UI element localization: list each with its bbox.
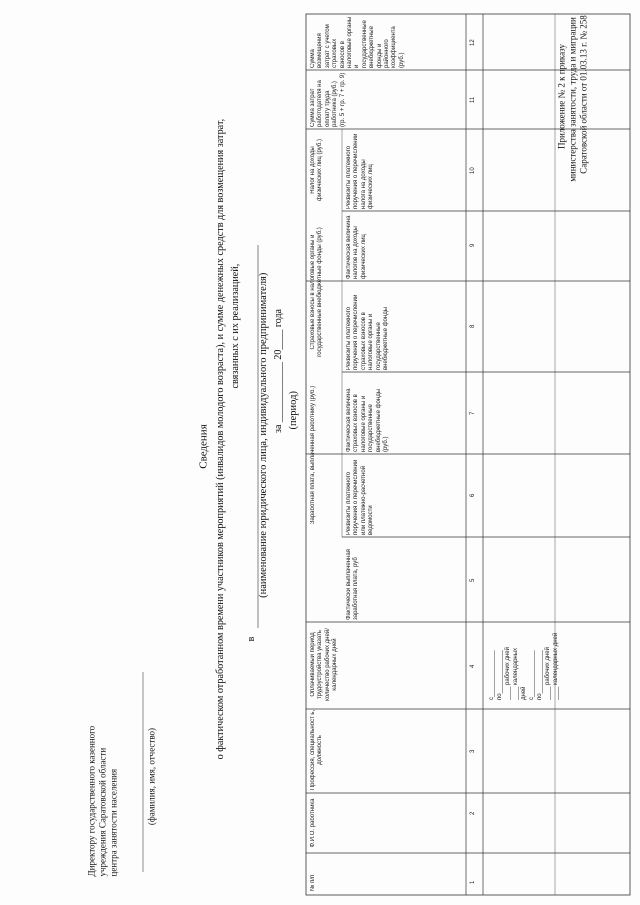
group-header-tax: Налог на доходы физических лиц (руб.): [310, 139, 324, 201]
col-header-11: Сумма затрат работодателя на оплату труда работника (руб.) (гр. 5 + гр. 7 + гр. 9): [310, 72, 346, 127]
addressee-line-2: учреждения Саратовской области: [97, 747, 108, 877]
col-number-9: 9: [470, 243, 476, 247]
col-header-7: Фактическая величина страховых взносов в налоговые органы и государственные внебюджетные фонды (руб.): [346, 388, 390, 452]
col-header-12: Сумма возмещения затрат с учетом страховых взносов в налоговые органы и государственные внебюджетные фонды и районного коэффициента (руб.): [310, 16, 405, 68]
col-number-2: 2: [470, 811, 476, 815]
period-to-2: по_____________: [537, 650, 543, 700]
col-number-1: 1: [470, 880, 476, 884]
col-number-5: 5: [470, 578, 476, 582]
period-caldays-1b: дней: [521, 686, 527, 700]
col-number-6: 6: [470, 493, 476, 497]
col-number-3: 3: [470, 749, 476, 753]
col-header-8: Реквизиты платежного поручения о перечислении страховых взносов в налоговые органы и государственные внебюджетные фонды: [346, 294, 390, 370]
period-workdays-2: ____ рабочих дней: [545, 647, 551, 700]
col-header-5: Фактически выплаченная заработная плата, руб: [346, 549, 360, 620]
period-caption: (период): [287, 391, 299, 430]
period-from-1: с______________: [489, 650, 495, 700]
col-number-11: 11: [470, 96, 476, 103]
addressee-name-caption: (фамилия, имя, отчество): [146, 727, 157, 826]
col-number-12: 12: [470, 39, 476, 46]
col-number-8: 8: [470, 324, 476, 328]
col-header-1: № п/п: [310, 874, 316, 891]
col-number-4: 4: [470, 664, 476, 668]
col-header-3: Профессия, специальност ь, должность: [310, 709, 324, 791]
col-number-7: 7: [470, 411, 476, 415]
col-header-6: Реквизиты платежного поручения о перечислении или платежно-расчетной ведомости: [346, 459, 375, 535]
period-to-1: по_____________: [497, 650, 503, 700]
appendix-line-3: Саратовской области от 01.03.13 г. № 258: [578, 15, 589, 174]
group-header-salary: Заработная плата, выплаченная работнику (руб.): [310, 385, 316, 525]
period-caldays-1: ____ календарных: [513, 647, 519, 700]
period-line: за ____________ 20____ года: [273, 309, 284, 433]
addressee-line-3: центра занятости населения: [108, 768, 119, 877]
title-line-2: связанных с их реализацией,: [229, 263, 241, 389]
addressee-line-1: Директору государственного казенного: [86, 725, 97, 877]
document-heading: Сведения: [197, 424, 210, 469]
appendix-line-2: министерства занятости, труда и миграции: [567, 17, 578, 182]
col-header-9: Фактическая величина налогов на доходы физических лиц: [346, 215, 367, 279]
title-line-1: о фактическом отработанном времени участников мероприятий (инвалидов молодого возраста), и сумме денежных средств для возмещения затрат,: [214, 118, 226, 760]
period-caldays-2: ____ календарных дней: [553, 632, 559, 700]
period-from-2: с______________: [529, 650, 535, 700]
period-workdays-1: ____ рабочих дней: [505, 647, 511, 700]
org-caption: (наименование юридического лица, индивидуального предпринимателя): [257, 272, 269, 598]
appendix-line-1: Приложение № 2 к приказу: [556, 44, 567, 149]
col-number-10: 10: [470, 167, 476, 174]
col-header-2: Ф.И.О. работника: [310, 798, 316, 848]
col-header-4: Оплачиваемый период трудоустройства указать количество рабочих дней/календарных дней: [310, 628, 339, 701]
group-header-insurance: Страховые взносы в налоговые органы и государственные внебюджетные фонды (руб.): [310, 227, 324, 357]
in-label: в: [246, 636, 257, 642]
col-header-10: Реквизиты платежного поручения о перечислении налога на доходы физических лиц: [346, 133, 375, 209]
